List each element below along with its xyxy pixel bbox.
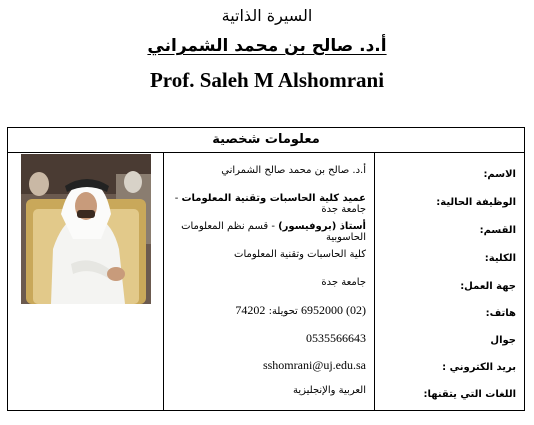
value-languages: العربية والإنجليزية: [292, 385, 366, 396]
label-college: الكلية:: [484, 253, 516, 264]
label-employer: جهة العمل:: [460, 281, 516, 292]
name-arabic-text: أ.د. صالح بن محمد الشمراني: [147, 36, 387, 56]
phone-ext-label: تحويلة:: [268, 306, 298, 317]
value-email[interactable]: sshomrani@uj.edu.sa: [262, 358, 366, 372]
label-position: الوظيفة الحالية:: [436, 197, 516, 208]
value-position-org: - جامعة جدة: [174, 193, 366, 215]
phone-number: (02) 6952000: [301, 303, 366, 317]
name-arabic: [0, 36, 534, 56]
phone-ext: 74202: [235, 303, 266, 317]
value-department-name: - قسم نظم المعلومات الحاسوبية: [181, 221, 366, 243]
value-name: أ.د. صالح بن محمد صالح الشمراني: [221, 165, 366, 176]
column-divider: [374, 152, 375, 410]
label-department: القسم:: [479, 225, 516, 236]
label-mobile: جوال: [490, 335, 516, 346]
label-languages: اللغات التي يتقنها:: [423, 389, 516, 400]
value-college: كلية الحاسبات وتقنية المعلومات: [234, 249, 366, 260]
name-english: Prof. Saleh M Alshomrani: [149, 68, 385, 92]
label-name: الاسم:: [483, 169, 516, 180]
value-phone: [161, 303, 366, 318]
value-mobile: 0535566643: [306, 331, 366, 345]
label-phone: هاتف:: [485, 308, 516, 319]
value-employer: جامعة جدة: [321, 277, 366, 288]
section-title: معلومات شخصية: [8, 128, 524, 153]
profile-photo: [21, 154, 151, 304]
document-heading: السيرة الذاتية: [221, 6, 313, 25]
value-position: [161, 193, 366, 215]
value-department-rank: أستاذ (بروفيسور): [278, 221, 366, 232]
value-department: [161, 221, 366, 243]
value-position-title: عميد كلية الحاسبات وتقنية المعلومات: [181, 193, 366, 204]
personal-info-table: [7, 127, 525, 411]
label-email: بريد الكتروني :: [442, 362, 516, 373]
